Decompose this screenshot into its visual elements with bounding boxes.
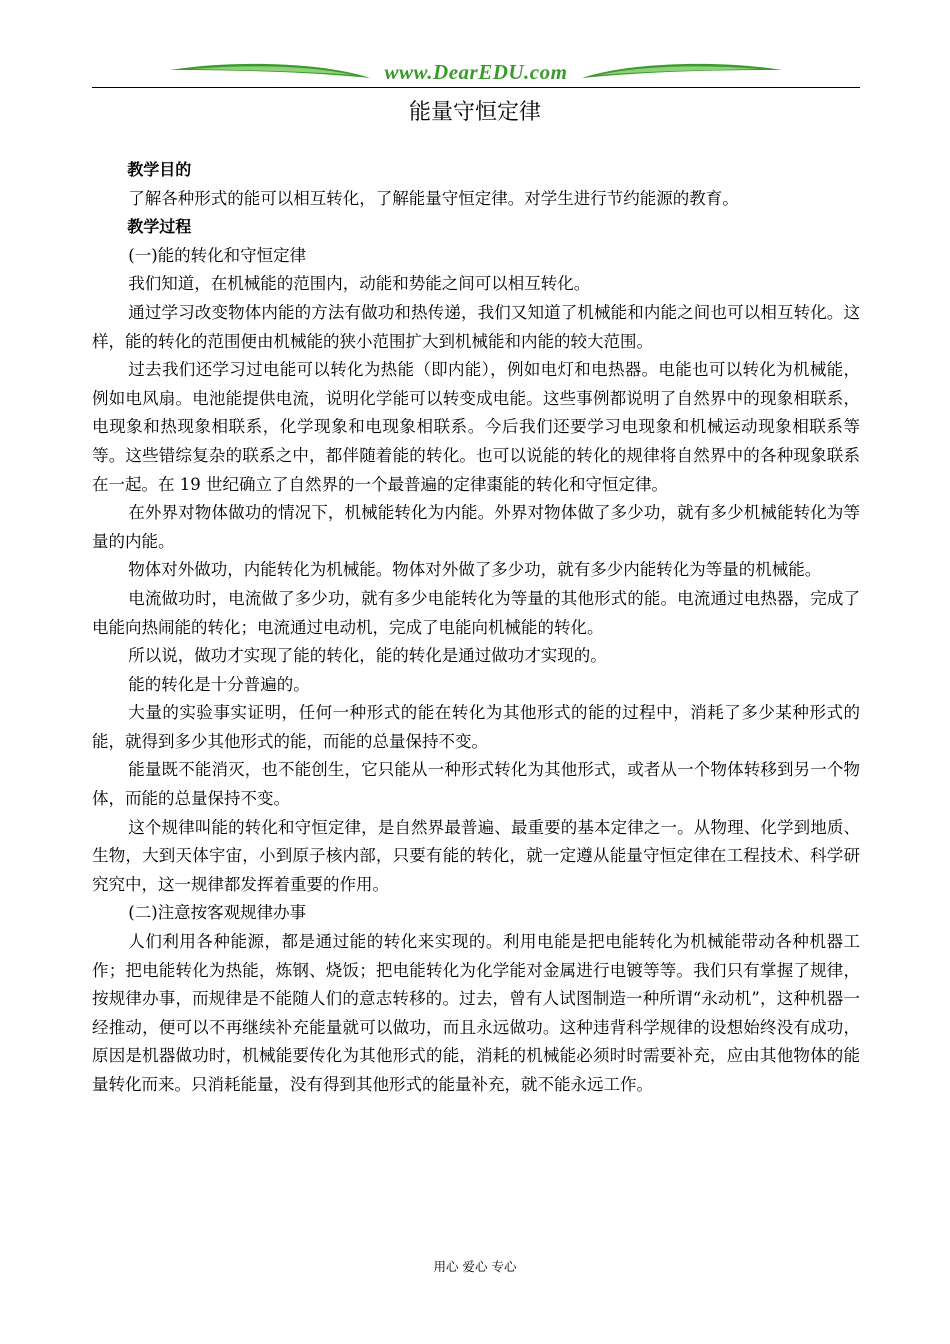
paragraph: 大量的实验事实证明，任何一种形式的能在转化为其他形式的能的过程中，消耗了多少某种形式的能，就得到多少其他形式的能，而能的总量保持不变。 (92, 703, 860, 751)
header-rule (92, 87, 860, 88)
paragraph: 所以说，做功才实现了能的转化，能的转化是通过做功才实现的。 (128, 646, 607, 666)
paragraph: 了解各种形式的能可以相互转化，了解能量守恒定律。对学生进行节约能源的教育。 (128, 188, 739, 208)
paragraph: 过去我们还学习过电能可以转化为热能（即内能），例如电灯和电热器。电能也可以转化为机械能，例如电风扇。电池能提供电流，说明化学能可以转变成电能。这些事例都说明了自然界中的现象相联系，电现象和热现象相联系，化学现象和电现象相联系。今后我们还要学习电现象和机械运动现象相联系等等。这些错综复杂的联系之中，都伴随着能的转化。也可以说能的转化的规律将自然界中的各种现象联系在一起。在 19 世纪确立了自然界的一个最普遍的定律棗能的转化和守恒定律。 (92, 360, 860, 494)
paragraph: 物体对外做功，内能转化为机械能。物体对外做了多少功，就有多少内能转化为等量的机械能。 (128, 560, 822, 580)
subsection-heading: (二)注意按客观规律办事 (128, 903, 307, 923)
subsection-heading: (一)能的转化和守恒定律 (128, 245, 307, 265)
page-header (92, 56, 860, 90)
section-heading: 教学过程 (127, 217, 192, 237)
paragraph: 这个规律叫能的转化和守恒定律，是自然界最普遍、最重要的基本定律之一。从物理、化学到地质、生物，大到天体宇宙，小到原子核内部，只要有能的转化，就一定遵从能量守恒定律在工程技术、科学研究究中，这一规律都发挥着重要的作用。 (92, 817, 860, 894)
paragraph: 人们利用各种能源，都是通过能的转化来实现的。利用电能是把电能转化为机械能带动各种机器工作；把电能转化为热能，炼钢、烧饭；把电能转化为化学能对金属进行电镀等等。我们只有掌握了规律，按规律办事，而规律是不能随人们的意志转移的。过去，曾有人试图制造一种所谓“永动机”，这种机器一经推动，便可以不再继续补充能量就可以做功，而且永远做功。这种违背科学规律的设想始终没有成功，原因是机器做功时，机械能要传化为其他形式的能，消耗的机械能必须时时需要补充，应由其他物体的能量转化而来。只消耗能量，没有得到其他形式的能量补充，就不能永远工作。 (92, 932, 860, 1094)
page-title: 能量守恒定律 (408, 100, 541, 125)
paragraph: 能的转化是十分普遍的。 (128, 674, 310, 694)
paragraph: 我们知道，在机械能的范围内，动能和势能之间可以相互转化。 (128, 274, 591, 294)
section-heading: 教学目的 (127, 160, 192, 179)
paragraph: 通过学习改变物体内能的方法有做功和热传递，我们又知道了机械能和内能之间也可以相互转化。这样，能的转化的范围便由机械能的狭小范围扩大到机械能和内能的较大范围。 (92, 302, 860, 351)
paragraph: 能量既不能消灭，也不能创生，它只能从一种形式转化为其他形式，或者从一个物体转移到另一个物体，而能的总量保持不变。 (92, 760, 860, 809)
paragraph: 电流做功时，电流做了多少功，就有多少电能转化为等量的其他形式的能。电流通过电热器，完成了电能向热闹能的转化；电流通过电动机，完成了电能向机械能的转化。 (92, 588, 860, 637)
page-footer: 用心 爱心 专心 (433, 1259, 517, 1274)
document-body (92, 156, 860, 1100)
paragraph: 在外界对物体做功的情况下，机械能转化为内能。外界对物体做了多少功，就有多少机械能转化为等量的内能。 (92, 503, 860, 551)
brand-text: www.DearEDU.com (384, 60, 568, 84)
